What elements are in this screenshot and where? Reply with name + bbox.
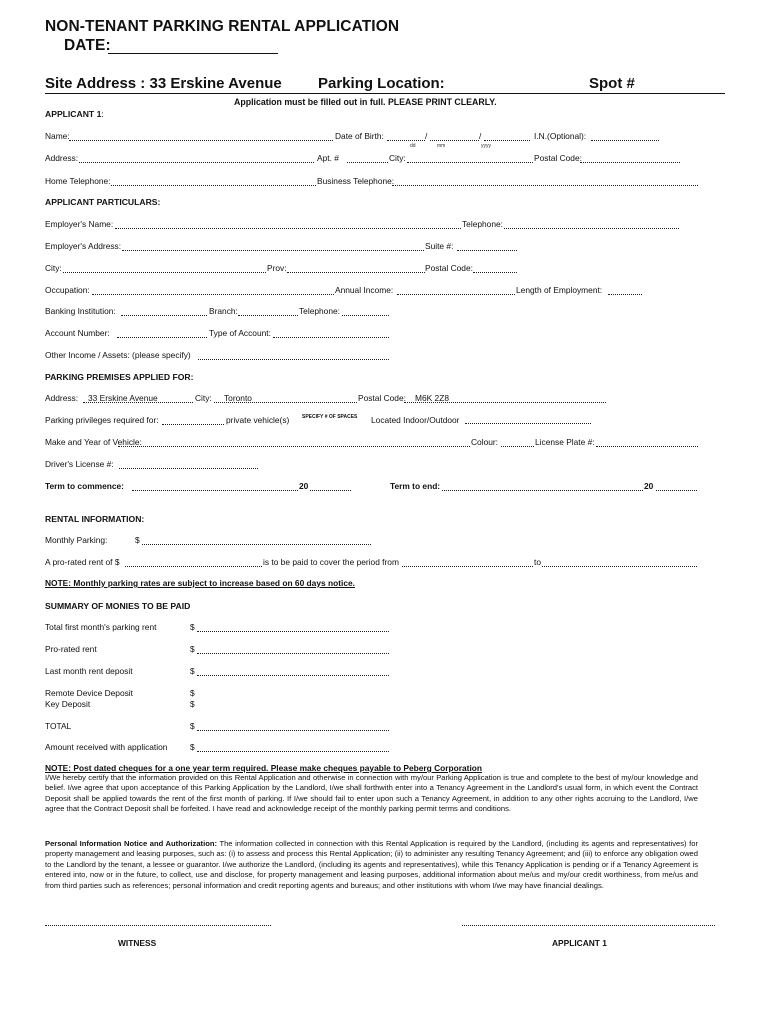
dob-slash-2: / [479,131,482,141]
employer-name-label: Employer's Name: [45,219,114,229]
annual-income-field[interactable] [397,294,515,295]
summary-row-label: Amount received with application [45,742,168,752]
other-income-label: Other Income / Assets: (please specify) [45,350,191,360]
employer-postal-field[interactable] [473,272,517,273]
summary-row-label: TOTAL [45,721,72,731]
license-plate-field[interactable] [596,446,698,447]
located-field[interactable] [465,423,591,424]
term-commence-year: 20 [299,481,309,491]
employer-postal-label: Postal Code: [425,263,473,273]
dob-year-field[interactable] [484,140,530,141]
summary-row-dollar: $ [190,688,195,698]
dob-day-field[interactable] [387,140,425,141]
summary-heading: SUMMARY OF MONIES TO BE PAID [45,601,191,611]
term-commence-year-field[interactable] [310,490,351,491]
summary-row-field[interactable] [197,675,389,676]
certification-paragraph: I/We hereby certify that the information provided on this Rental Application and otherwise in connection with my/our Parking Application is true and complete to the best of my/our knowledge and belief. I/we agree that upon acceptance of this Parking Application by the Landlord, I/we shall forthwith enter into a Tenancy Agreement in the Landlord's usual form, in which event the Contract Deposit shall be applied towards the rent of the first month of parking. If I/we should fail to enter upon such a Tenancy Agreement, in addition to any other rights accruing to the Landlord, I/we agree that the Contract Deposit shall be forfeited. I have read and acknowledge receipt of the monthly parking permit terms and conditions. [45,773,698,814]
premises-postal-label: Postal Code: [358,393,406,403]
dob-mm-hint: mm [437,143,446,149]
type-account-label: Type of Account: [209,328,271,338]
summary-row-label: Total first month's parking rent [45,622,157,632]
monthly-parking-label: Monthly Parking: [45,535,108,545]
dob-month-field[interactable] [430,140,479,141]
bank-telephone-label: Telephone: [299,306,340,316]
address-field[interactable] [79,162,314,163]
premises-postal-field[interactable] [404,402,606,403]
monthly-parking-dollar: $ [135,535,140,545]
employer-telephone-label: Telephone: [462,219,503,229]
dob-slash-1: / [425,131,428,141]
located-label: Located Indoor/Outdoor [371,415,460,425]
employer-telephone-field[interactable] [504,228,679,229]
privacy-paragraph [45,839,698,891]
term-end-year-field[interactable] [656,490,697,491]
account-number-label: Account Number: [45,328,110,338]
summary-row-label: Pro-rated rent [45,644,97,654]
prorated-to-field[interactable] [542,566,697,567]
account-number-field[interactable] [117,337,207,338]
home-telephone-label: Home Telephone: [45,176,111,186]
private-vehicles-label: private vehicle(s) [226,415,290,425]
branch-label: Branch: [209,306,238,316]
other-income-field[interactable] [198,359,389,360]
name-label: Name: [45,131,70,141]
parking-location-label: Parking Location: [318,75,445,92]
header-rule [45,93,725,94]
city-label: City: [389,153,406,163]
specify-spaces-label: SPECIFY # OF SPACES [302,414,358,420]
business-telephone-field[interactable] [392,185,698,186]
dob-dd-hint: dd [410,143,416,149]
summary-row-dollar: $ [190,644,195,654]
witness-label: WITNESS [118,938,157,948]
branch-field[interactable] [238,315,298,316]
summary-row-label: Remote Device Deposit [45,688,133,698]
post-dated-note: NOTE: Post dated cheques for a one year term required. Please make cheques payable to Peberg Corporation [45,763,483,773]
banking-label: Banking Institution: [45,306,116,316]
drivers-license-field[interactable] [119,468,258,469]
premises-heading: PARKING PREMISES APPLIED FOR: [45,372,194,382]
annual-income-label: Annual Income: [335,285,394,295]
term-commence-field[interactable] [132,490,298,491]
apt-label: Apt. # [317,153,339,163]
postal-code-field[interactable] [580,162,680,163]
prorated-prefix: A pro-rated rent of $ [45,557,120,567]
premises-postal-value: M6K 2Z8 [415,393,449,403]
dob-yyyy-hint: yyyy [481,143,491,149]
make-year-label: Make and Year of Vehicle: [45,437,142,447]
privacy-heading: Personal Information Notice and Authorization: [45,839,218,848]
employer-address-field[interactable] [122,250,424,251]
occupation-label: Occupation: [45,285,90,295]
premises-city-value: Toronto [224,393,252,403]
prov-field[interactable] [287,272,425,273]
term-commence-label: Term to commence: [45,481,124,491]
form-title: NON-TENANT PARKING RENTAL APPLICATION [45,18,400,35]
drivers-license-label: Driver's License #: [45,459,114,469]
prorated-amount-field[interactable] [125,566,262,567]
occupation-field[interactable] [92,294,334,295]
license-plate-label: License Plate #: [535,437,595,447]
witness-signature-line[interactable] [45,925,271,926]
summary-row-label: Last month rent deposit [45,666,133,676]
applicant-signature-label: APPLICANT 1 [552,938,607,948]
prorated-from-field[interactable] [402,566,533,567]
apt-field[interactable] [347,162,388,163]
employer-name-field[interactable] [115,228,461,229]
term-end-year: 20 [644,481,654,491]
summary-row-field[interactable] [197,751,389,752]
colour-field[interactable] [501,446,534,447]
applicant-signature-line[interactable] [462,925,715,926]
city-field[interactable] [407,162,533,163]
bank-telephone-field[interactable] [342,315,389,316]
premises-city-field[interactable] [214,402,357,403]
prorated-mid: is to be paid to cover the period from [263,557,399,567]
in-optional-label: I.N.(Optional): [534,131,587,141]
spot-label: Spot # [589,75,635,92]
monthly-parking-field[interactable] [142,544,371,545]
name-field[interactable] [69,140,333,141]
summary-row-dollar: $ [190,699,195,709]
particulars-heading: APPLICANT PARTICULARS: [45,197,161,207]
premises-address-value: 33 Erskine Avenue [88,393,158,403]
prorated-to: to [534,557,541,567]
privacy-text: The information collected in connection with this Rental Application is required by the Landlord, (including its agents and representatives) for property management and leasing purposes, such as: (i) to assess and process this Rental Application; (ii) to administer any resulting Tenancy Agreement; and (iii) to enforce any obligation owed to the Landlord by the tenant, a lessee or guarantor. I/we authorize the Landlord, (including its agents and representatives), while this Tenancy Application is pending or if a Tenancy Agreement is entered into, now or in the future, to collect, use and disclose, for property management and leasing purposes, additional information about me/us and my/our credit worthiness, from me/us and from third parties such as references; personal information and credit reporting agents and bureaus; and other institutions with whom I/we may have financial dealings. [45,839,698,890]
premises-address-field[interactable] [83,402,193,403]
summary-row-field[interactable] [197,730,389,731]
suite-label: Suite #: [425,241,454,251]
privileges-field[interactable] [162,424,224,425]
applicant-heading: APPLICANT 1: [45,109,104,119]
suite-field[interactable] [457,250,517,251]
summary-row-dollar: $ [190,622,195,632]
employer-city-field[interactable] [63,272,266,273]
address-label: Address: [45,153,79,163]
summary-row-dollar: $ [190,666,195,676]
postal-code-label: Postal Code: [534,153,582,163]
colour-label: Colour: [471,437,498,447]
date-field[interactable] [108,53,278,54]
date-label: DATE: [64,37,111,54]
term-end-field[interactable] [442,490,643,491]
premises-address-label: Address: [45,393,79,403]
type-account-field[interactable] [273,337,389,338]
privileges-label: Parking privileges required for: [45,415,159,425]
summary-row-label: Key Deposit [45,699,91,709]
summary-row-field[interactable] [197,631,389,632]
prov-label: Prov: [267,263,287,273]
length-employment-field[interactable] [608,294,642,295]
banking-field[interactable] [121,315,207,316]
home-telephone-field[interactable] [111,185,316,186]
dob-label: Date of Birth: [335,131,384,141]
premises-city-label: City: [195,393,212,403]
length-employment-label: Length of Employment: [516,285,603,295]
business-telephone-label: Business Telephone: [317,176,395,186]
in-optional-field[interactable] [591,140,659,141]
instruction-text: Application must be filled out in full. PLEASE PRINT CLEARLY. [234,97,497,107]
term-end-label: Term to end: [390,481,441,491]
employer-city-label: City: [45,263,62,273]
employer-address-label: Employer's Address: [45,241,122,251]
site-address: Site Address : 33 Erskine Avenue [45,75,282,92]
summary-row-field[interactable] [197,653,389,654]
rental-heading: RENTAL INFORMATION: [45,514,145,524]
summary-row-dollar: $ [190,742,195,752]
make-year-field[interactable] [118,446,470,447]
rate-increase-note: NOTE: Monthly parking rates are subject to increase based on 60 days notice. [45,578,355,588]
summary-row-dollar: $ [190,721,195,731]
